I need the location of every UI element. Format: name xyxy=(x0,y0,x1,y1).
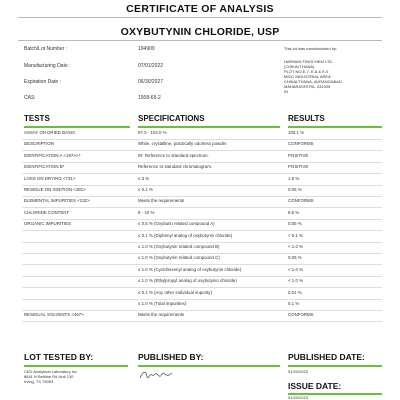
table-row xyxy=(22,152,382,162)
specification-cell: ≤ 0.1 % (Any other individual impurity) xyxy=(138,289,212,295)
product-name: OXYBUTYNIN CHLORIDE, USP xyxy=(120,26,280,38)
specification-cell: White, crystalline, practically odorless powder. xyxy=(138,141,228,147)
test-name-cell: IDENTIFICATION A <197A>* xyxy=(24,152,81,158)
result-cell: POSITIVE xyxy=(288,164,309,170)
manufacturer-line: (CHIKALTHANA) xyxy=(284,64,315,69)
manufacturer-line: HARMAN FINOCHEM LTD. xyxy=(284,59,334,64)
manufacturing-date-value: 07/01/2022 xyxy=(138,63,164,69)
table-row xyxy=(22,311,382,321)
specification-cell: ≤ 1.0 % (Total impurities) xyxy=(138,301,187,306)
result-cell: CONFORMS xyxy=(288,312,314,318)
test-name-cell: RESIDUE ON IGNITION <281> xyxy=(24,187,86,192)
specification-cell: ≤ 0.1 % xyxy=(138,187,153,192)
table-row xyxy=(22,129,382,139)
test-name-cell: ORGANIC IMPURITIES xyxy=(24,221,71,227)
specification-cell: Meets the requirements xyxy=(138,312,185,318)
result-cell: 100.1 % xyxy=(288,130,305,135)
lab-city-line: Irving, TX 75063 xyxy=(24,379,54,384)
table-row xyxy=(22,300,382,310)
table-row xyxy=(22,163,382,173)
test-name-cell: RESIDUAL SOLVENTS <467> xyxy=(24,312,84,318)
table-row xyxy=(22,220,382,230)
test-name-cell: DESCRIPTION xyxy=(24,141,55,147)
test-name-cell: ELEMENTAL IMPURITIES <232> xyxy=(24,198,90,204)
manufacturer-line: CHIKALTHANA, AURANGABAD, xyxy=(284,79,343,84)
test-name-cell: ASSAY ON DRIED BASIS xyxy=(24,130,76,135)
expiration-date-value: 06/30/2027 xyxy=(138,79,164,85)
result-cell: CONFORMS xyxy=(288,198,314,204)
specification-cell: ≤ 0.5 % (Oxybutin related compound A) xyxy=(138,221,215,227)
lab-address-line: 8641 N Beltline Rd Unit 130 xyxy=(24,374,74,379)
specifications-column-header: SPECIFICATIONS xyxy=(138,114,205,123)
table-row xyxy=(22,232,382,242)
table-row xyxy=(22,140,382,150)
cas-label: CAS: xyxy=(24,95,36,101)
row-divider xyxy=(22,321,382,322)
result-cell: 1.8 % xyxy=(288,175,300,181)
lab-name: CED Analytical Laboratory Inc xyxy=(24,369,78,374)
published-date-underline xyxy=(288,365,382,367)
result-cell: 8.6 % xyxy=(288,209,300,215)
published-by-underline xyxy=(138,365,280,367)
lot-tested-by-heading: LOT TESTED BY: xyxy=(24,352,94,362)
tests-column-header: TESTS xyxy=(24,114,50,123)
tests-underline xyxy=(24,126,130,128)
test-name-cell: IDENTIFICATION B* xyxy=(24,164,65,170)
specification-cell: ≤ 0.1 % (Diphenyl analog of oxybutynin chloride) xyxy=(138,232,233,238)
cas-value: 1508-65-2 xyxy=(138,95,161,101)
manufacturer-line: PLOT NO.E-7, E-8 & E-9 xyxy=(284,69,329,74)
table-row xyxy=(22,197,382,207)
specification-cell: ≤ 1.0 % (Cyclohexenyl analog of oxybutynin chloride) xyxy=(138,266,242,272)
manufacturer-heading: This lot was manufactured by: xyxy=(284,46,338,51)
result-cell: < 1.0 % xyxy=(288,266,304,272)
table-row xyxy=(22,186,382,196)
manufacturing-date-label: Manufacturing Date : xyxy=(24,63,71,69)
specification-cell: ≤ 3 % xyxy=(138,175,150,181)
table-row xyxy=(22,175,382,185)
result-cell: 0.05 % xyxy=(288,187,302,192)
result-cell: CONFORMS xyxy=(288,141,314,147)
batch-value: 194909 xyxy=(138,46,155,52)
result-cell: POSITIVE xyxy=(288,152,309,158)
result-cell: 0.05 % xyxy=(288,221,302,227)
result-cell: 0.05 % xyxy=(288,255,302,261)
results-column-header: RESULTS xyxy=(288,114,325,123)
published-date-value: 01/20/2023 xyxy=(288,369,309,374)
table-row xyxy=(22,266,382,276)
table-row xyxy=(22,277,382,287)
expiration-date-label: Expiration Date : xyxy=(24,79,61,85)
specification-cell: IR: Reference to standard spectrum. xyxy=(138,152,209,158)
specification-cell: 97.0 - 102.0 % xyxy=(138,130,167,135)
test-name-cell: LOSS ON DRYING <731> xyxy=(24,175,76,181)
document-title: CERTIFICATE OF ANALYSIS xyxy=(126,3,274,15)
signature-image xyxy=(138,368,174,382)
published-date-heading: PUBLISHED DATE: xyxy=(288,352,365,362)
test-name-cell: CHLORIDE CONTENT xyxy=(24,209,70,215)
specification-cell: 8 - 10 % xyxy=(138,209,155,215)
manufacturer-line: MAHARASHTRA, 431005 xyxy=(284,84,331,89)
result-cell: < 0.1 % xyxy=(288,232,304,238)
title-divider xyxy=(18,17,382,18)
result-cell: 0.01 % xyxy=(288,289,302,295)
published-by-heading: PUBLISHED BY: xyxy=(138,352,204,362)
results-underline xyxy=(288,126,382,128)
specification-cell: ≤ 1.0 % (Oxybutynin related compound B) xyxy=(138,244,220,249)
specification-cell: ≤ 1.0 % (Oxybutynin related compound C) xyxy=(138,255,220,261)
table-row xyxy=(22,243,382,253)
table-row xyxy=(22,209,382,219)
result-cell: 0.1 % xyxy=(288,301,300,306)
table-row xyxy=(22,289,382,299)
manufacturer-line: IN xyxy=(284,89,288,94)
lot-tested-underline xyxy=(24,365,128,367)
issue-date-heading: ISSUE DATE: xyxy=(288,381,342,391)
batch-label: Batch/Lot Number : xyxy=(24,46,68,52)
specification-cell: Meets the requirements xyxy=(138,198,185,204)
issue-date-value: 01/20/2023 xyxy=(288,395,309,400)
result-cell: < 1.0 % xyxy=(288,278,304,284)
manufacturer-line: MIDC INDUSTRIAL AREA xyxy=(284,74,331,79)
product-divider xyxy=(18,40,382,41)
specification-cell: ≤ 1.0 % (Ethylpropyl analog of oxybutynin chloride) xyxy=(138,278,237,284)
table-row xyxy=(22,254,382,264)
specifications-underline xyxy=(138,126,280,128)
specification-cell: Reference to standard chromatogram. xyxy=(138,164,213,170)
result-cell: < 1.0 % xyxy=(288,244,304,249)
